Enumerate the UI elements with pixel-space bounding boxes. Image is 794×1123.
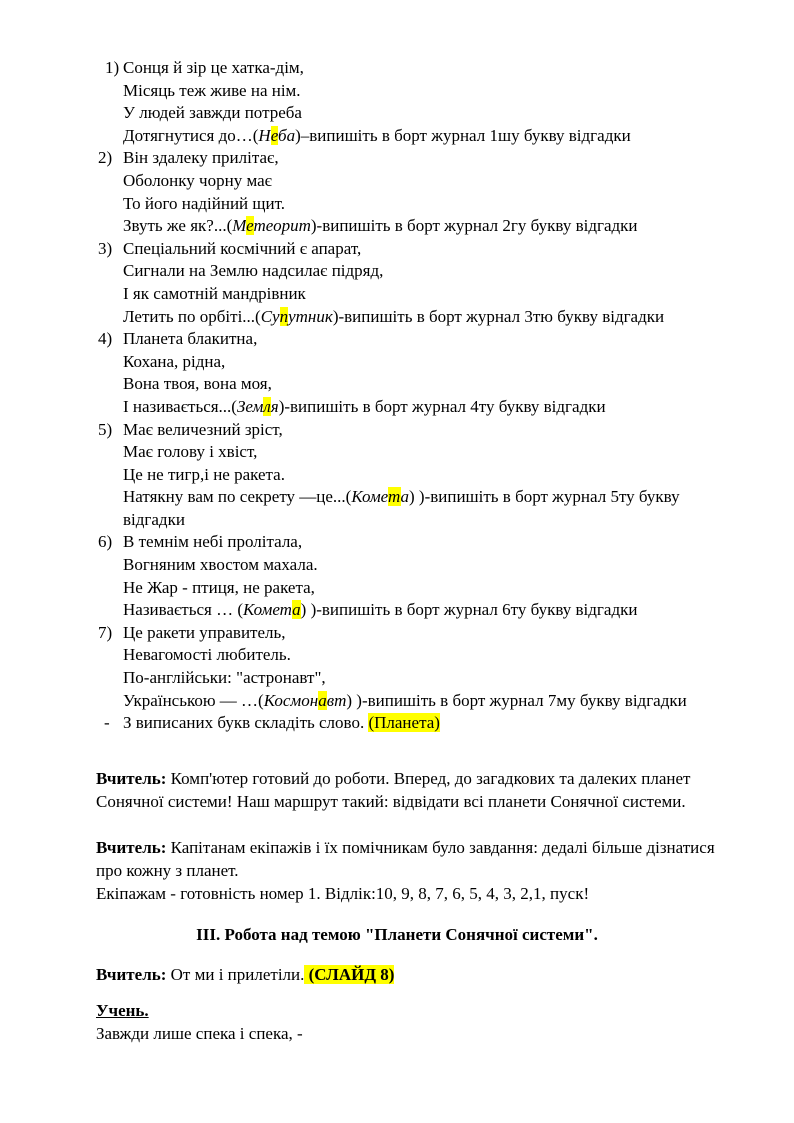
riddle-line: Невагомості любитель. xyxy=(123,645,291,665)
riddle-number: 1) xyxy=(105,58,120,77)
pupil-line: Завжди лише спека і спека, - xyxy=(96,1024,303,1043)
speaker-label: Вчитель: xyxy=(96,965,167,984)
riddle-number: 5) xyxy=(98,419,113,439)
remark-text: Капітанам екіпажів і їх помічникам було завдання: дедалі більше дізнатися про кожну з планет. xyxy=(96,838,715,880)
riddle-line: Має голову і хвіст, xyxy=(123,442,258,462)
riddle-answer-line: Звуть же як?...(Метеорит)-випишіть в борт журнал 2гу букву відгадки xyxy=(123,216,638,236)
highlighted-letter: л xyxy=(263,396,271,416)
riddle-answer-line: Летить по орбіті...(Супутник)-випишіть в борт журнал 3тю букву відгадки xyxy=(123,306,665,326)
riddle-6 xyxy=(96,531,736,621)
highlighted-letter: п xyxy=(279,306,289,326)
riddle-number: 4) xyxy=(98,329,113,349)
riddle-4 xyxy=(96,328,736,418)
teacher-remark-2 xyxy=(96,837,736,882)
highlighted-letter: е xyxy=(270,125,279,145)
summary-item xyxy=(96,712,736,735)
riddle-line: Кохана, рідна, xyxy=(123,351,226,371)
riddle-line: Він здалеку прилітає, xyxy=(123,148,279,168)
riddle-1 xyxy=(96,57,736,147)
riddle-list xyxy=(96,57,736,735)
remark-text: От ми і прилетіли. xyxy=(166,965,305,984)
highlighted-letter: е xyxy=(246,216,254,236)
riddle-answer: Земля xyxy=(236,396,279,416)
highlighted-letter: а xyxy=(292,600,301,620)
riddle-line: Сигнали на Землю надсилає підряд, xyxy=(123,261,384,281)
riddle-line: І як самотній мандрівник xyxy=(123,283,306,303)
summary-answer: (Планета) xyxy=(368,713,440,733)
countdown-line: Екіпажам - готовність номер 1. Відлік:10, 9, 8, 7, 6, 5, 4, 3, 2,1, пуск! xyxy=(96,884,590,903)
section-title: ІІІ. Робота над темою "Планети Сонячної системи". xyxy=(196,925,598,944)
riddle-line: Сонця й зір це хатка-дім, xyxy=(123,58,304,77)
riddle-5 xyxy=(96,419,736,532)
riddle-answer-line: Називається … (Комета) )-випишіть в борт журнал 6ту букву відгадки xyxy=(123,600,638,620)
riddle-line: Це ракети управитель, xyxy=(123,622,286,642)
teacher-remark-1 xyxy=(96,768,736,813)
riddle-3 xyxy=(96,238,736,328)
riddle-line: Вона твоя, вона моя, xyxy=(123,374,272,394)
pupil-label: Учень. xyxy=(96,1001,149,1020)
summary-text: З виписаних букв складіть слово. xyxy=(123,713,369,733)
dash-bullet: - xyxy=(104,713,110,733)
speaker-label: Вчитель: xyxy=(96,838,167,857)
riddle-line: В темнім небі пролітала, xyxy=(123,532,303,552)
riddle-answer: Космонавт xyxy=(263,690,347,710)
riddle-answer: Неба xyxy=(258,125,296,145)
riddle-line: Це не тигр,і не ракета. xyxy=(123,464,285,484)
speaker-label: Вчитель: xyxy=(96,769,167,788)
riddle-line: Спеціальний космічний є апарат, xyxy=(123,238,362,258)
riddle-number: 3) xyxy=(98,238,113,258)
riddle-line: У людей завжди потреба xyxy=(123,103,302,123)
riddle-number: 2) xyxy=(98,148,113,168)
riddle-answer-line: Натякну вам по секрету —це...(Комета) )-випишіть в борт журнал 5ту букву відгадки xyxy=(123,487,680,529)
riddle-answer-line: Дотягнутися до…(Неба)–випишіть в борт журнал 1шу букву відгадки xyxy=(123,125,631,145)
slide-marker: (СЛАЙД 8) xyxy=(304,965,395,984)
riddle-line: Місяць теж живе на нім. xyxy=(123,80,301,100)
riddle-line: Оболонку чорну має xyxy=(123,170,272,190)
riddle-line: Не Жар - птиця, не ракета, xyxy=(123,577,315,597)
highlighted-letter: т xyxy=(388,487,401,507)
riddle-answer-line: Українською — …(Космонавт) )-випишіть в борт журнал 7му букву відгадки xyxy=(123,690,687,710)
riddle-answer: Метеорит xyxy=(232,216,311,236)
riddle-number: 6) xyxy=(98,532,113,552)
riddle-7 xyxy=(96,622,736,712)
riddle-line: Вогняним хвостом махала. xyxy=(123,555,318,575)
riddle-2 xyxy=(96,147,736,237)
riddle-line: Планета блакитна, xyxy=(123,329,258,349)
riddle-answer: Комета xyxy=(243,600,301,620)
riddle-answer-line: І називається...(Земля)-випишіть в борт журнал 4ту букву відгадки xyxy=(123,396,606,416)
riddle-answer: Комета xyxy=(351,487,409,507)
riddle-line: Має величезний зріст, xyxy=(123,419,283,439)
riddle-answer: Супутник xyxy=(260,306,333,326)
remark-text: Комп'ютер готовий до роботи. Вперед, до загадкових та далеких планет Сонячної системи! Наш маршрут такий: відвідати всі планети Сонячної системи. xyxy=(96,769,691,811)
riddle-line: То його надійний щит. xyxy=(123,193,285,213)
riddle-line: По-англійськи: "астронавт", xyxy=(123,668,326,688)
teacher-remark-3 xyxy=(96,964,736,987)
highlighted-letter: а xyxy=(318,690,327,710)
riddle-number: 7) xyxy=(98,622,113,642)
